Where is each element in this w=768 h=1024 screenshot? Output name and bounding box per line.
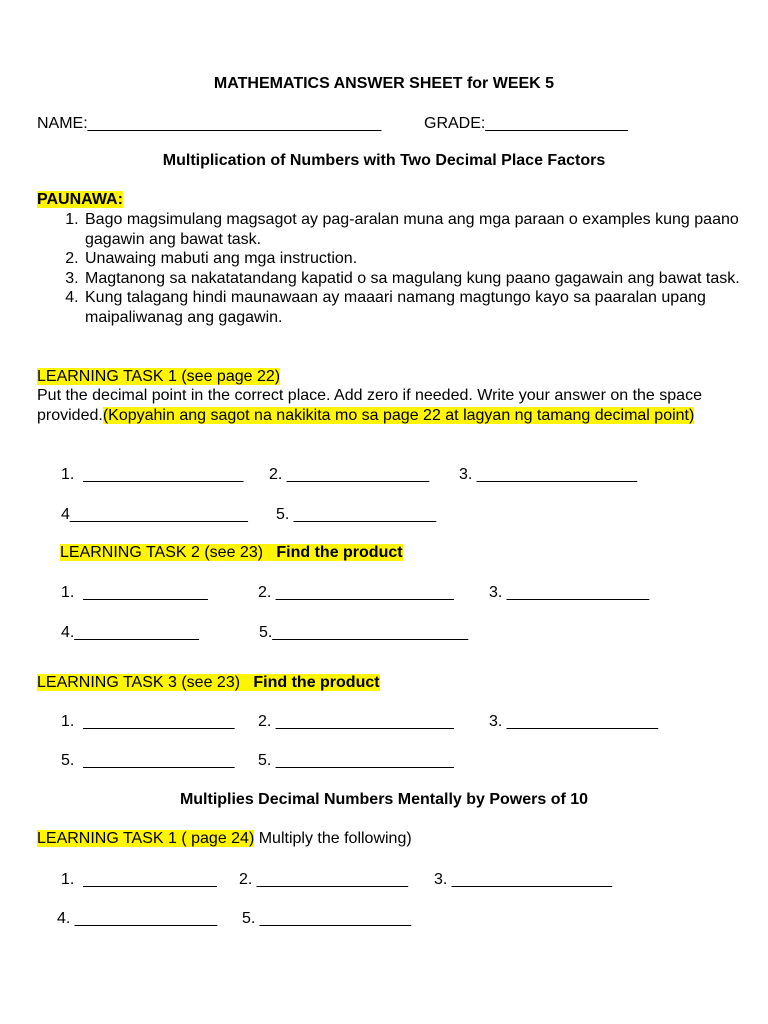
paunawa-item: 2. Unawaing mabuti ang mga instruction. xyxy=(83,249,768,269)
task4-answer-1[interactable]: 1. _______________ xyxy=(61,871,217,888)
task2-answer-3[interactable]: 3. ________________ xyxy=(489,584,650,601)
task1-answer-4[interactable]: 4____________________ xyxy=(61,506,248,523)
task2-answer-2[interactable]: 2. ____________________ xyxy=(258,584,454,601)
task4-answer-3[interactable]: 3. __________________ xyxy=(434,871,612,888)
section-title-powers-of-10: Multiplies Decimal Numbers Mentally by Powers of 10 xyxy=(179,791,589,808)
task1-answer-3[interactable]: 3. __________________ xyxy=(459,466,637,483)
task3-heading: LEARNING TASK 3 (see 23) Find the product xyxy=(37,674,380,691)
section-title-multiplication: Multiplication of Numbers with Two Decimal Place Factors xyxy=(162,152,606,169)
task3-answer-1[interactable]: 1. _________________ xyxy=(61,713,235,730)
task4-answer-4[interactable]: 4. ________________ xyxy=(57,910,218,927)
paunawa-heading: PAUNAWA: xyxy=(37,191,123,208)
task1-answer-5[interactable]: 5. ________________ xyxy=(276,506,437,523)
paunawa-item: 3. Magtanong sa nakatatandang kapatid o sa magulang kung paano gagawain ang bawat task. xyxy=(83,269,768,289)
paunawa-item: 4. Kung talagang hindi maunawaan ay maaari namang magtungo kayo sa paaralan upang maipaliwanag ang gagawin. xyxy=(83,288,768,327)
task1-instructions: Put the decimal point in the correct place. Add zero if needed. Write your answer on the space provided.(Kopyahin ang sagot na nakikita mo sa page 22 at lagyan ng tamang decimal point) xyxy=(37,387,702,424)
task3-answer-2[interactable]: 2. ____________________ xyxy=(258,713,454,730)
task4-answer-5[interactable]: 5. _________________ xyxy=(242,910,412,927)
task1-heading: LEARNING TASK 1 (see page 22) xyxy=(37,368,281,385)
task1-answer-1[interactable]: 1. __________________ xyxy=(61,466,244,483)
task4-answer-2[interactable]: 2. _________________ xyxy=(239,871,409,888)
task1-answer-2[interactable]: 2. ________________ xyxy=(269,466,430,483)
paunawa-item: 1. Bago magsimulang magsagot ay pag-aralan muna ang mga paraan o examples kung paano gagawin ang bawat task. xyxy=(83,210,768,249)
task3-answer-3[interactable]: 3. _________________ xyxy=(489,713,659,730)
task3-answer-5[interactable]: 5. ____________________ xyxy=(258,752,454,769)
task4-heading: LEARNING TASK 1 ( page 24) Multiply the following) xyxy=(37,830,412,847)
task2-answer-5[interactable]: 5.______________________ xyxy=(259,624,469,641)
task2-answer-1[interactable]: 1. ______________ xyxy=(61,584,208,601)
task2-heading: LEARNING TASK 2 (see 23) Find the product xyxy=(60,544,403,561)
paunawa-list xyxy=(36,210,768,328)
name-field: NAME:_________________________________ xyxy=(37,115,382,132)
task3-answer-4[interactable]: 5. _________________ xyxy=(61,752,235,769)
page-title: MATHEMATICS ANSWER SHEET for WEEK 5 xyxy=(213,75,555,92)
grade-field: GRADE:________________ xyxy=(424,115,628,132)
task2-answer-4[interactable]: 4.______________ xyxy=(61,624,199,641)
